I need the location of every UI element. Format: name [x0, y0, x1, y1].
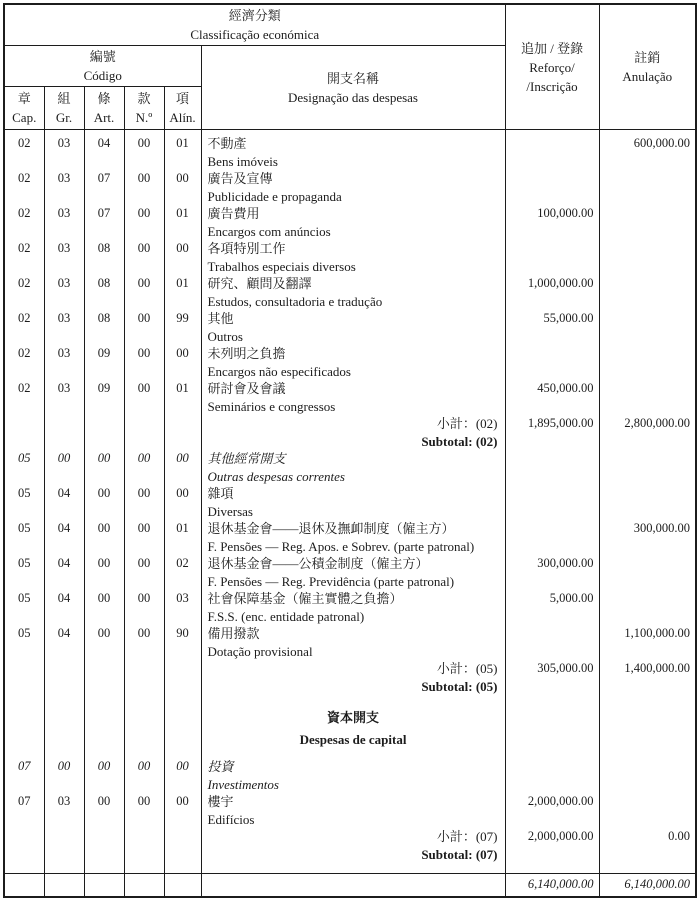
code-cell: 03 [44, 793, 84, 828]
designation-zh: 研討會及會議 [207, 381, 286, 396]
code-cell: 08 [84, 310, 124, 345]
code-cell: 00 [84, 793, 124, 828]
code-cell [44, 695, 84, 758]
annulment-amount-cell [599, 380, 696, 415]
code-cell [84, 415, 124, 450]
designation-cell [201, 310, 505, 345]
designation-zh: 備用撥款 [207, 626, 260, 641]
code-cell [4, 660, 44, 695]
code-cell: 00 [124, 625, 164, 660]
designation-cell [201, 660, 505, 695]
designation-zh: 其他 [207, 311, 234, 326]
code-cell [44, 660, 84, 695]
code-cell: 04 [44, 590, 84, 625]
designation-zh: 退休基金會——退休及撫卹制度（僱主方） [207, 521, 455, 536]
code-cell: 04 [44, 520, 84, 555]
code-cell: 03 [44, 275, 84, 310]
header-code-col-label: Art. [93, 110, 115, 125]
code-cell [164, 660, 201, 695]
code-cell [44, 828, 84, 874]
header-annulment-column [599, 4, 696, 130]
entry-row [4, 130, 696, 171]
designation-pt: Encargos não especificados [207, 363, 351, 379]
code-cell: 04 [44, 625, 84, 660]
code-cell [124, 874, 164, 898]
code-cell [4, 695, 44, 758]
entry-row [4, 240, 696, 275]
designation-cell [201, 450, 505, 485]
code-cell [44, 415, 84, 450]
code-cell: 00 [164, 170, 201, 205]
designation-pt: Outros [207, 328, 243, 344]
code-cell: 07 [4, 793, 44, 828]
code-cell: 02 [4, 205, 44, 240]
code-cell: 00 [124, 130, 164, 171]
header-designation-column [201, 46, 505, 130]
designation-pt: Subtotal: (05) [421, 678, 498, 694]
code-cell: 04 [44, 485, 84, 520]
entry-row [4, 758, 696, 793]
designation-cell [201, 695, 505, 758]
code-cell: 01 [164, 130, 201, 171]
entry-row [4, 485, 696, 520]
designation-pt: F.S.S. (enc. entidade patronal) [207, 608, 365, 624]
designation-zh: 不動產 [207, 136, 247, 151]
annulment-amount-cell [599, 275, 696, 310]
code-cell: 00 [44, 450, 84, 485]
header-code-pt: Código [83, 68, 122, 83]
code-cell: 00 [124, 793, 164, 828]
table-header [4, 4, 696, 130]
header-designation-zh: 開支名稱 [327, 70, 380, 86]
header-reinforcement-pt2: /Inscrição [526, 78, 578, 94]
code-cell: 90 [164, 625, 201, 660]
header-code-col-label: 條 [97, 91, 111, 106]
code-cell: 00 [124, 758, 164, 793]
designation-zh: 資本開支 [327, 710, 380, 725]
code-cell: 07 [84, 205, 124, 240]
code-cell: 00 [124, 380, 164, 415]
code-cell: 01 [164, 205, 201, 240]
code-cell: 03 [44, 380, 84, 415]
header-code-col-label: 款 [137, 91, 151, 106]
header-economic-classification [4, 4, 505, 46]
section-row [4, 695, 696, 758]
annulment-amount-cell [599, 555, 696, 590]
code-cell: 05 [4, 625, 44, 660]
code-cell: 00 [164, 758, 201, 793]
designation-pt: Encargos com anúncios [207, 223, 331, 239]
designation-zh: 投資 [207, 759, 234, 774]
entry-row [4, 555, 696, 590]
annulment-amount-cell [599, 345, 696, 380]
code-cell: 03 [44, 310, 84, 345]
code-cell: 02 [4, 240, 44, 275]
reinforcement-amount-cell: 305,000.00 [505, 660, 599, 695]
code-cell: 00 [124, 310, 164, 345]
designation-zh: 小計：(02) [436, 416, 498, 431]
code-cell [4, 828, 44, 874]
entry-row [4, 793, 696, 828]
code-cell: 04 [44, 555, 84, 590]
reinforcement-amount-cell [505, 345, 599, 380]
code-cell [164, 828, 201, 874]
code-cell: 00 [84, 758, 124, 793]
reinforcement-amount-cell [505, 240, 599, 275]
code-cell: 02 [4, 170, 44, 205]
code-cell: 00 [124, 240, 164, 275]
code-cell: 00 [124, 555, 164, 590]
designation-pt: Dotação provisional [207, 643, 313, 659]
header-economic-classification-zh: 經濟分類 [228, 8, 281, 23]
header-code-col-label: N.º [135, 110, 153, 125]
reinforcement-amount-cell: 55,000.00 [505, 310, 599, 345]
designation-zh: 廣告費用 [207, 206, 260, 221]
total-row [4, 874, 696, 898]
annulment-amount-cell: 1,400,000.00 [599, 660, 696, 695]
code-cell: 00 [124, 275, 164, 310]
annulment-amount-cell [599, 695, 696, 758]
code-cell: 00 [84, 590, 124, 625]
code-cell: 00 [84, 555, 124, 590]
reinforcement-amount-cell [505, 625, 599, 660]
code-cell: 02 [4, 380, 44, 415]
designation-cell [201, 380, 505, 415]
reinforcement-amount-cell: 2,000,000.00 [505, 793, 599, 828]
designation-cell [201, 625, 505, 660]
designation-pt: Estudos, consultadoria e tradução [207, 293, 383, 309]
code-cell: 00 [124, 485, 164, 520]
annulment-amount-cell [599, 590, 696, 625]
reinforcement-amount-cell: 1,000,000.00 [505, 275, 599, 310]
designation-cell [201, 275, 505, 310]
designation-zh: 各項特別工作 [207, 241, 286, 256]
designation-cell [201, 130, 505, 171]
code-cell: 08 [84, 275, 124, 310]
code-cell: 05 [4, 590, 44, 625]
code-cell: 02 [164, 555, 201, 590]
code-cell: 00 [164, 485, 201, 520]
designation-pt: Outras despesas correntes [207, 468, 345, 484]
header-reinforcement-pt1: Reforço/ [529, 59, 575, 75]
designation-zh: 退休基金會——公積金制度（僱主方） [207, 556, 429, 571]
code-cell: 03 [164, 590, 201, 625]
reinforcement-amount-cell: 300,000.00 [505, 555, 599, 590]
entry-row [4, 345, 696, 380]
code-cell: 01 [164, 380, 201, 415]
annulment-amount-cell [599, 485, 696, 520]
annulment-amount-cell [599, 758, 696, 793]
code-cell [164, 874, 201, 898]
designation-cell [201, 345, 505, 380]
code-cell: 02 [4, 130, 44, 171]
designation-pt: Trabalhos especiais diversos [207, 258, 356, 274]
code-cell [84, 828, 124, 874]
designation-cell [201, 240, 505, 275]
code-cell [164, 695, 201, 758]
reinforcement-amount-cell: 5,000.00 [505, 590, 599, 625]
code-cell: 03 [44, 130, 84, 171]
annulment-amount-cell [599, 793, 696, 828]
designation-cell [201, 415, 505, 450]
code-cell [84, 874, 124, 898]
reinforcement-amount-cell [505, 450, 599, 485]
reinforcement-amount-cell: 450,000.00 [505, 380, 599, 415]
code-cell [84, 660, 124, 695]
entry-row [4, 275, 696, 310]
code-cell: 00 [124, 590, 164, 625]
header-designation-pt: Designação das despesas [288, 89, 418, 105]
designation-cell [201, 485, 505, 520]
designation-cell [201, 793, 505, 828]
code-cell: 02 [4, 275, 44, 310]
annulment-amount-cell: 600,000.00 [599, 130, 696, 171]
entry-row [4, 380, 696, 415]
code-cell: 00 [84, 450, 124, 485]
code-cell: 00 [84, 520, 124, 555]
code-cell: 05 [4, 485, 44, 520]
designation-cell [201, 828, 505, 874]
designation-cell [201, 520, 505, 555]
header-code-col-1 [44, 87, 84, 130]
annulment-amount-cell: 2,800,000.00 [599, 415, 696, 450]
annulment-amount-cell [599, 450, 696, 485]
designation-cell [201, 874, 505, 898]
designation-pt: Seminários e congressos [207, 398, 336, 414]
designation-zh: 社會保障基金（僱主實體之負擔） [207, 591, 403, 606]
code-cell: 00 [124, 170, 164, 205]
annulment-amount-cell [599, 310, 696, 345]
annulment-amount-cell [599, 170, 696, 205]
annulment-amount-cell: 1,100,000.00 [599, 625, 696, 660]
entry-row [4, 170, 696, 205]
annulment-amount-cell [599, 205, 696, 240]
header-annulment-pt: Anulação [622, 69, 673, 84]
code-cell: 00 [84, 485, 124, 520]
code-cell: 03 [44, 345, 84, 380]
header-code-col-label: Gr. [55, 110, 73, 125]
entry-row [4, 450, 696, 485]
designation-pt: Edifícios [207, 811, 255, 827]
entry-row [4, 520, 696, 555]
code-cell: 03 [44, 240, 84, 275]
header-code-zh: 編號 [89, 49, 116, 64]
entry-row [4, 590, 696, 625]
code-cell: 99 [164, 310, 201, 345]
code-cell [124, 660, 164, 695]
designation-cell [201, 758, 505, 793]
designation-pt: Bens imóveis [207, 153, 278, 169]
annulment-amount-cell: 300,000.00 [599, 520, 696, 555]
annulment-amount-cell: 6,140,000.00 [599, 874, 696, 898]
header-code-group [4, 46, 201, 87]
reinforcement-amount-cell: 1,895,000.00 [505, 415, 599, 450]
reinforcement-amount-cell [505, 758, 599, 793]
header-code-col-label: Cap. [12, 110, 37, 125]
code-cell: 07 [84, 170, 124, 205]
code-cell [4, 874, 44, 898]
entry-row [4, 625, 696, 660]
reinforcement-amount-cell [505, 170, 599, 205]
reinforcement-amount-cell [505, 695, 599, 758]
annulment-amount-cell: 0.00 [599, 828, 696, 874]
designation-pt: Subtotal: (02) [421, 433, 498, 449]
reinforcement-amount-cell: 6,140,000.00 [505, 874, 599, 898]
designation-zh: 雜項 [207, 486, 234, 501]
header-code-col-label: Alín. [169, 110, 196, 125]
designation-zh: 廣告及宣傳 [207, 171, 273, 186]
code-cell: 00 [84, 625, 124, 660]
designation-cell [201, 555, 505, 590]
header-code-col-label: 項 [175, 91, 189, 106]
designation-pt: Investimentos [207, 776, 279, 792]
designation-pt: F. Pensões — Reg. Apos. e Sobrev. (parte patronal) [207, 538, 475, 554]
code-cell: 05 [4, 555, 44, 590]
designation-pt: Publicidade e propaganda [207, 188, 342, 204]
code-cell: 03 [44, 170, 84, 205]
code-cell: 00 [164, 345, 201, 380]
code-cell: 00 [164, 793, 201, 828]
code-cell [124, 828, 164, 874]
designation-zh: 其他經常開支 [207, 451, 286, 466]
designation-zh: 小計：(07) [436, 829, 498, 844]
entry-row [4, 310, 696, 345]
designation-cell [201, 170, 505, 205]
code-cell [124, 695, 164, 758]
designation-zh: 未列明之負擔 [207, 346, 286, 361]
reinforcement-amount-cell [505, 485, 599, 520]
header-code-col-label: 組 [57, 91, 71, 106]
code-cell [84, 695, 124, 758]
header-code-col-3 [124, 87, 164, 130]
code-cell: 02 [4, 345, 44, 380]
code-cell: 01 [164, 520, 201, 555]
header-annulment-zh: 註銷 [634, 50, 661, 65]
code-cell: 01 [164, 275, 201, 310]
designation-cell [201, 590, 505, 625]
code-cell: 00 [124, 450, 164, 485]
code-cell: 00 [124, 520, 164, 555]
header-reinforcement-zh: 追加 / 登錄 [520, 40, 584, 56]
budget-alteration-table [3, 3, 697, 898]
reinforcement-amount-cell [505, 520, 599, 555]
reinforcement-amount-cell: 2,000,000.00 [505, 828, 599, 874]
designation-zh: 研究、顧問及翻譯 [207, 276, 312, 291]
header-code-col-4 [164, 87, 201, 130]
designation-zh: 小計：(05) [436, 661, 498, 676]
designation-pt: F. Pensões — Reg. Previdência (parte patronal) [207, 573, 455, 589]
reinforcement-amount-cell [505, 130, 599, 171]
subtotal-row [4, 660, 696, 695]
code-cell [124, 415, 164, 450]
code-cell: 08 [84, 240, 124, 275]
designation-pt: Diversas [207, 503, 253, 519]
code-cell: 09 [84, 345, 124, 380]
code-cell: 09 [84, 380, 124, 415]
code-cell: 05 [4, 450, 44, 485]
header-code-col-2 [84, 87, 124, 130]
code-cell: 00 [164, 240, 201, 275]
code-cell: 00 [164, 450, 201, 485]
header-reinforcement-column [505, 4, 599, 130]
designation-cell [201, 205, 505, 240]
code-cell [44, 874, 84, 898]
code-cell: 07 [4, 758, 44, 793]
header-code-col-label: 章 [17, 91, 31, 106]
designation-pt: Despesas de capital [299, 732, 407, 747]
subtotal-row [4, 415, 696, 450]
subtotal-row [4, 828, 696, 874]
header-code-col-0 [4, 87, 44, 130]
code-cell: 04 [84, 130, 124, 171]
code-cell [164, 415, 201, 450]
header-economic-classification-pt: Classificação económica [190, 27, 320, 42]
annulment-amount-cell [599, 240, 696, 275]
reinforcement-amount-cell: 100,000.00 [505, 205, 599, 240]
designation-pt: Subtotal: (07) [421, 846, 498, 862]
code-cell: 05 [4, 520, 44, 555]
code-cell: 00 [124, 345, 164, 380]
code-cell: 02 [4, 310, 44, 345]
designation-zh: 樓宇 [207, 794, 234, 809]
code-cell: 03 [44, 205, 84, 240]
code-cell: 00 [124, 205, 164, 240]
code-cell: 00 [44, 758, 84, 793]
entry-row [4, 205, 696, 240]
table-body [4, 130, 696, 898]
code-cell [4, 415, 44, 450]
